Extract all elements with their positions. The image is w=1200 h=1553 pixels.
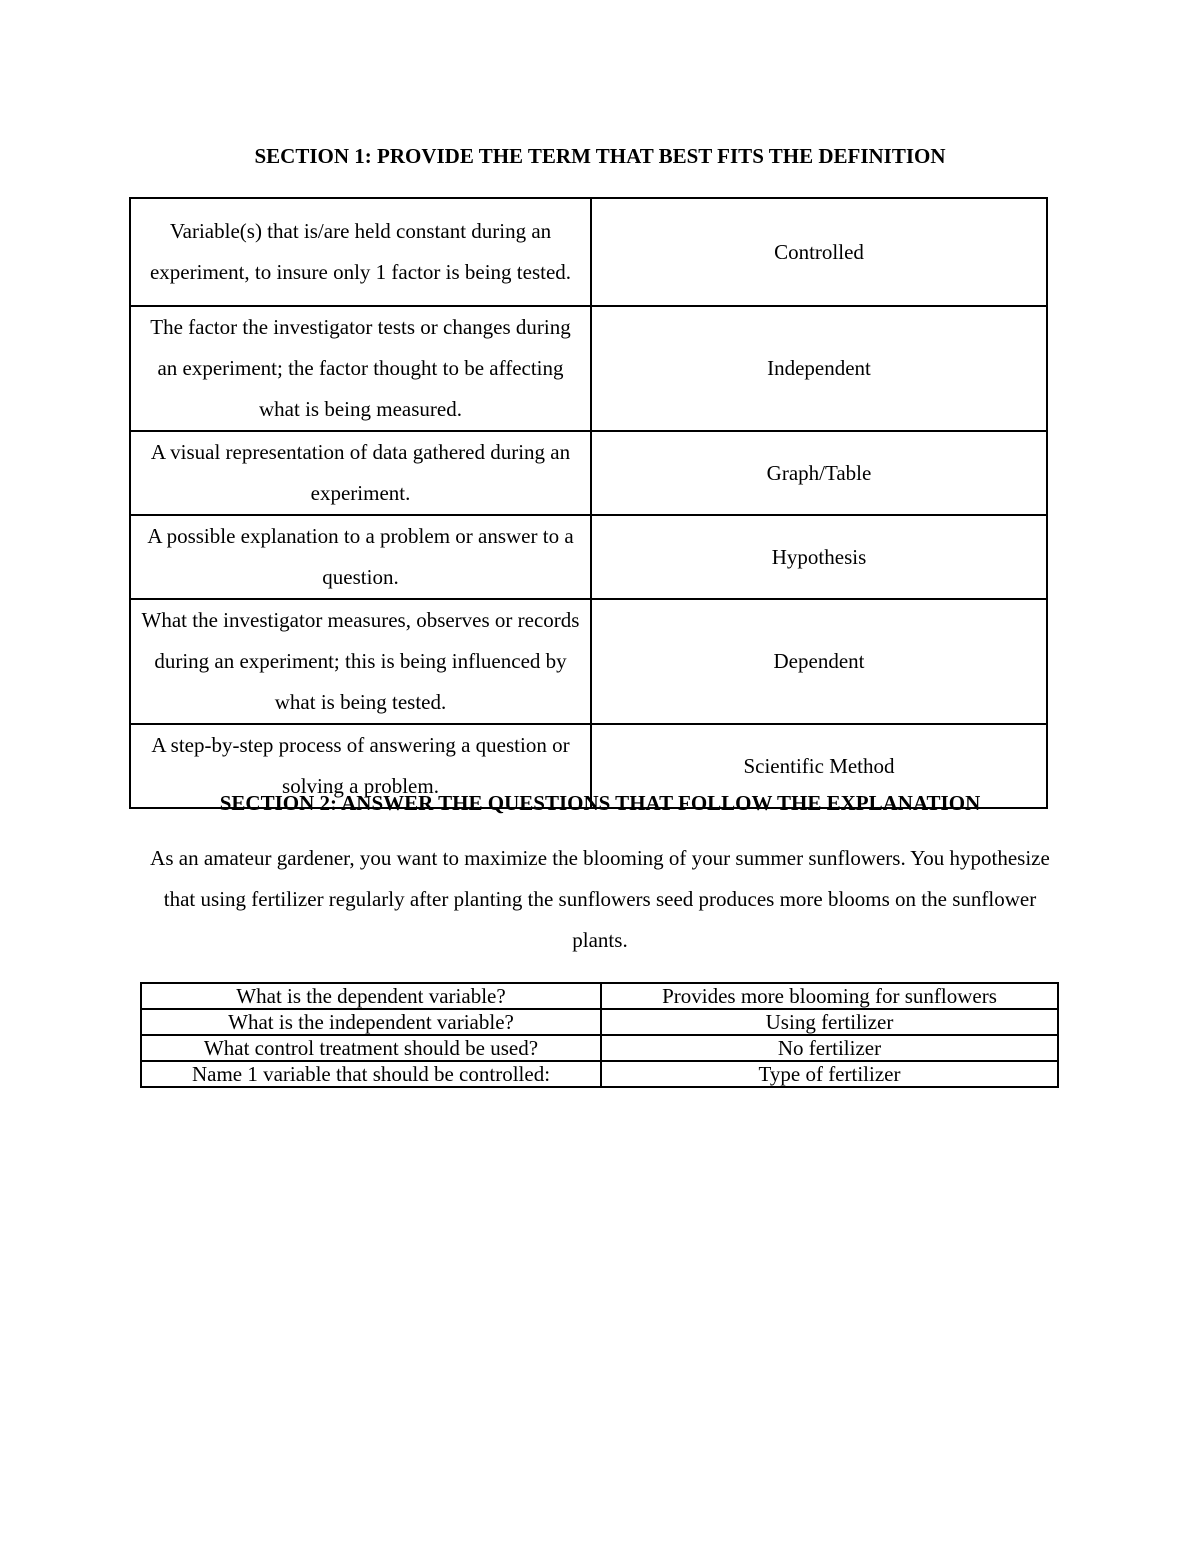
- table-row: [141, 1035, 1058, 1061]
- definition-cell: A visual representation of data gathered during an experiment.: [130, 431, 591, 515]
- term-cell: Hypothesis: [591, 515, 1047, 599]
- section-2-heading: SECTION 2: ANSWER THE QUESTIONS THAT FOLLOW THE EXPLANATION: [219, 791, 981, 815]
- table-row: [141, 1009, 1058, 1035]
- question-cell: Name 1 variable that should be controlled:: [141, 1061, 601, 1087]
- table-row: [130, 306, 1047, 431]
- term-cell: Graph/Table: [591, 431, 1047, 515]
- answer-cell: Type of fertilizer: [601, 1061, 1058, 1087]
- answer-cell: No fertilizer: [601, 1035, 1058, 1061]
- term-cell: Controlled: [591, 198, 1047, 306]
- definition-cell: What the investigator measures, observes or records during an experiment; this is being influenced by what is being tested.: [130, 599, 591, 724]
- question-cell: What is the independent variable?: [141, 1009, 601, 1035]
- term-cell: Scientific Method: [591, 724, 1047, 808]
- scenario-paragraph: As an amateur gardener, you want to maximize the blooming of your summer sunflowers. You hypothesize that using fertilizer regularly after planting the sunflowers seed produces more blooms on the sunflower plants.: [150, 846, 1050, 952]
- definitions-table: [129, 197, 1048, 809]
- table-row: [130, 515, 1047, 599]
- table-row: [141, 983, 1058, 1009]
- table-row: [130, 599, 1047, 724]
- section-1-heading: SECTION 1: PROVIDE THE TERM THAT BEST FITS THE DEFINITION: [254, 144, 946, 168]
- definition-cell: The factor the investigator tests or changes during an experiment; the factor thought to be affecting what is being measured.: [130, 306, 591, 431]
- question-cell: What is the dependent variable?: [141, 983, 601, 1009]
- table-row: [130, 431, 1047, 515]
- table-row: [130, 198, 1047, 306]
- term-cell: Dependent: [591, 599, 1047, 724]
- definition-cell: A step-by-step process of answering a question or solving a problem.: [130, 724, 591, 808]
- answer-cell: Provides more blooming for sunflowers: [601, 983, 1058, 1009]
- definition-cell: Variable(s) that is/are held constant during an experiment, to insure only 1 factor is being tested.: [130, 198, 591, 306]
- answer-cell: Using fertilizer: [601, 1009, 1058, 1035]
- table-row: [141, 1061, 1058, 1087]
- question-cell: What control treatment should be used?: [141, 1035, 601, 1061]
- definition-cell: A possible explanation to a problem or answer to a question.: [130, 515, 591, 599]
- term-cell: Independent: [591, 306, 1047, 431]
- questions-table: [140, 982, 1059, 1088]
